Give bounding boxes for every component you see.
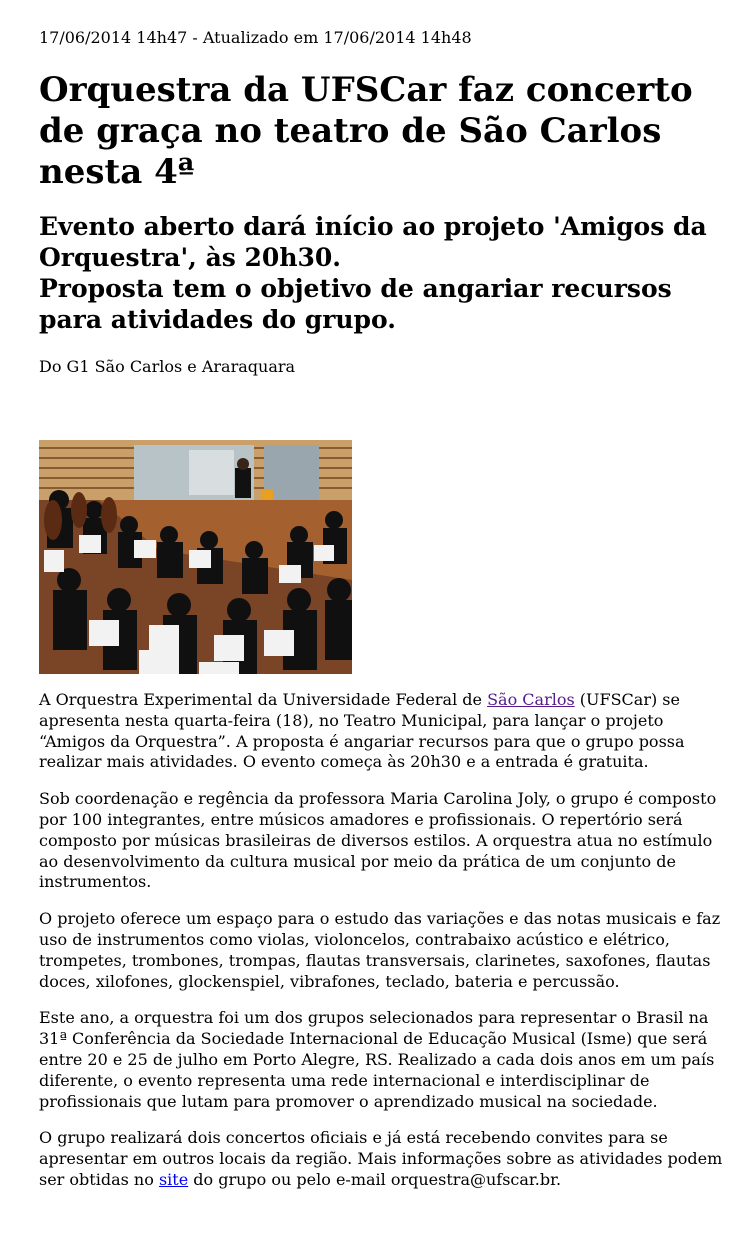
paragraph: Este ano, a orquestra foi um dos grupos selecionados para representar o Brasil na 31ª Conferência da Sociedade Internacional de Educação Musical (Isme) que será entre 20 e 25 de julho em Porto Alegre, RS. Realizado a cada dois anos em um país diferente, o evento representa uma rede internacional e interdisciplinar de profissionais que lutam para promover o aprendizado musical na sociedade. xyxy=(39,1008,715,1111)
subheadline-line-1: Evento aberto dará início ao projeto 'Amigos da Orquestra', às 20h30. xyxy=(39,212,707,272)
paragraph xyxy=(39,690,729,773)
article-headline: Orquestra da UFSCar faz concerto de graça no teatro de São Carlos nesta 4ª xyxy=(39,70,693,192)
article-timestamp: 17/06/2014 14h47 - Atualizado em 17/06/2014 14h48 xyxy=(39,28,472,47)
paragraph-text: O grupo realizará dois concertos oficiais e já está recebendo convites para se apresentar em outros locais da região. Mais informações sobre as atividades podem ser obtidas no xyxy=(39,1128,723,1189)
article-body xyxy=(39,690,729,1207)
article-byline: Do G1 São Carlos e Araraquara xyxy=(39,357,296,376)
paragraph: Sob coordenação e regência da professora Maria Carolina Joly, o grupo é composto por 100 integrantes, entre músicos amadores e profissionais. O repertório será composto por músicas brasileiras de diversos estilos. A orquestra atua no estímulo ao desenvolvimento da cultura musical por meio da prática de um conjunto de instrumentos. xyxy=(39,789,717,892)
paragraph-text: (UFSCar) se apresenta nesta quarta-feira (18), no Teatro Municipal, para lançar o projeto “Amigos da Orquestra”. A proposta é angariar recursos para que o grupo possa realizar mais atividades. O evento começa às 20h30 e a entrada é gratuita. xyxy=(39,690,685,772)
article-subheadline xyxy=(39,211,729,335)
sao-carlos-link[interactable]: São Carlos xyxy=(487,690,575,709)
subheadline-line-2: Proposta tem o objetivo de angariar recursos para atividades do grupo. xyxy=(39,274,672,334)
paragraph: O projeto oferece um espaço para o estudo das variações e das notas musicais e faz uso de instrumentos como violas, violoncelos, contrabaixo acústico e elétrico, trompetes, trombones, trompas, flautas transversais, clarinetes, saxofones, flautas doces, xilofones, glockenspiel, vibrafones, teclado, bateria e percussão. xyxy=(39,909,721,991)
orchestra-photo xyxy=(39,440,352,674)
paragraph xyxy=(39,1128,729,1190)
paragraph-text: A Orquestra Experimental da Universidade Federal de xyxy=(39,690,488,709)
paragraph-text: do grupo ou pelo e-mail orquestra@ufscar.br. xyxy=(188,1169,562,1189)
site-link[interactable]: site xyxy=(158,1169,189,1189)
